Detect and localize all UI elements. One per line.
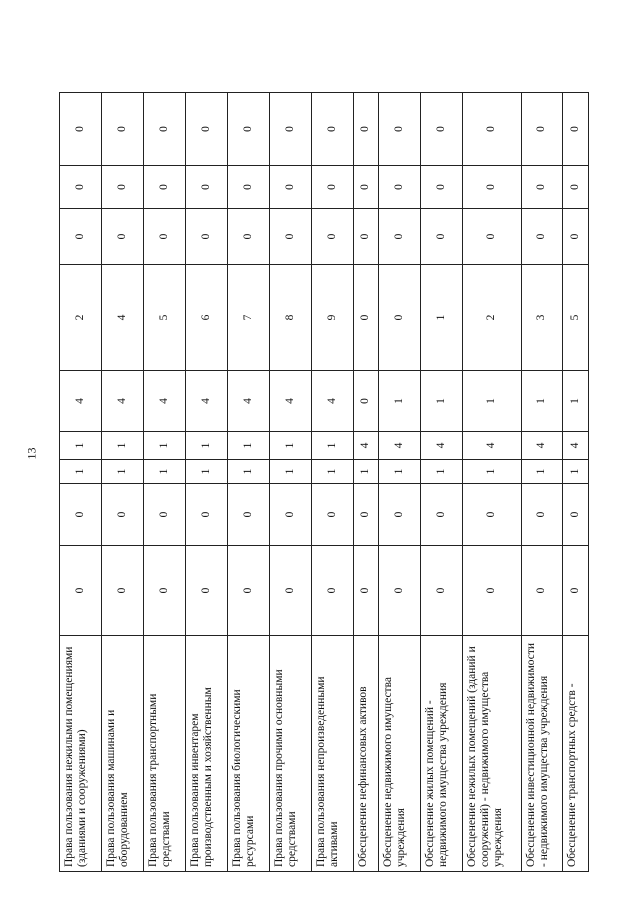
code-cell: 4: [379, 432, 421, 460]
code-cell: 2: [60, 265, 102, 371]
code-cell: 0: [60, 546, 102, 636]
table-row: [563, 93, 589, 872]
code-cell: 1: [521, 371, 563, 432]
code-cell: 0: [269, 209, 311, 265]
code-cell: 1: [421, 371, 463, 432]
code-cell: 1: [143, 432, 185, 460]
code-cell: 0: [101, 546, 143, 636]
code-cell: 0: [227, 546, 269, 636]
row-label: Права пользования биологическими ресурсами: [227, 636, 269, 872]
code-cell: 1: [353, 460, 378, 484]
code-cell: 0: [101, 209, 143, 265]
code-cell: 0: [60, 93, 102, 166]
row-label: Обесценение нежилых помещений (зданий и сооружений) - недвижимого имущества учреждения: [462, 636, 521, 872]
code-cell: 1: [227, 460, 269, 484]
code-cell: 4: [143, 371, 185, 432]
code-cell: 0: [353, 484, 378, 546]
code-cell: 6: [185, 265, 227, 371]
code-cell: 0: [462, 546, 521, 636]
code-cell: 0: [379, 166, 421, 209]
code-cell: 0: [227, 209, 269, 265]
table-row: [185, 93, 227, 872]
code-cell: 0: [101, 484, 143, 546]
code-cell: 1: [60, 432, 102, 460]
code-cell: 1: [60, 460, 102, 484]
code-cell: 0: [269, 484, 311, 546]
code-cell: 0: [353, 546, 378, 636]
row-label: Обесценение нефинансовых активов: [353, 636, 378, 872]
code-cell: 4: [521, 432, 563, 460]
code-cell: 5: [563, 265, 589, 371]
code-cell: 0: [421, 484, 463, 546]
code-cell: 0: [143, 93, 185, 166]
code-cell: 0: [311, 209, 353, 265]
code-cell: 1: [269, 460, 311, 484]
code-cell: 0: [353, 371, 378, 432]
code-cell: 4: [60, 371, 102, 432]
code-cell: 0: [379, 209, 421, 265]
code-cell: 0: [421, 546, 463, 636]
code-cell: 0: [311, 93, 353, 166]
code-cell: 0: [379, 546, 421, 636]
code-cell: 0: [143, 166, 185, 209]
accounts-table-body: [60, 93, 589, 872]
code-cell: 4: [462, 432, 521, 460]
code-cell: 0: [227, 484, 269, 546]
code-cell: 0: [311, 546, 353, 636]
code-cell: 0: [462, 166, 521, 209]
code-cell: 0: [269, 166, 311, 209]
table-row: [421, 93, 463, 872]
code-cell: 1: [227, 432, 269, 460]
table-row: [269, 93, 311, 872]
code-cell: 0: [462, 93, 521, 166]
code-cell: 0: [311, 484, 353, 546]
row-label: Права пользования непроизведенными активами: [311, 636, 353, 872]
code-cell: 1: [462, 371, 521, 432]
code-cell: 1: [311, 432, 353, 460]
code-cell: 0: [101, 93, 143, 166]
row-label: Обесценение транспортных средств -: [563, 636, 589, 872]
code-cell: 1: [462, 460, 521, 484]
code-cell: 0: [353, 209, 378, 265]
code-cell: 5: [143, 265, 185, 371]
code-cell: 4: [421, 432, 463, 460]
table-row: [60, 93, 102, 872]
code-cell: 8: [269, 265, 311, 371]
code-cell: 1: [143, 460, 185, 484]
code-cell: 4: [311, 371, 353, 432]
code-cell: 0: [379, 484, 421, 546]
code-cell: 0: [521, 484, 563, 546]
code-cell: 1: [421, 460, 463, 484]
code-cell: 0: [421, 166, 463, 209]
row-label: Права пользования инвентарем производственным и хозяйственным: [185, 636, 227, 872]
code-cell: 3: [521, 265, 563, 371]
code-cell: 0: [563, 209, 589, 265]
table-row: [353, 93, 378, 872]
accounts-table: [59, 92, 589, 872]
code-cell: 0: [462, 484, 521, 546]
code-cell: 0: [227, 166, 269, 209]
code-cell: 0: [269, 93, 311, 166]
code-cell: 1: [563, 371, 589, 432]
code-cell: 0: [269, 546, 311, 636]
row-label: Обесценение недвижимого имущества учреждения: [379, 636, 421, 872]
code-cell: 4: [101, 265, 143, 371]
code-cell: 0: [521, 166, 563, 209]
code-cell: 0: [60, 166, 102, 209]
code-cell: 0: [353, 265, 378, 371]
table-row: [462, 93, 521, 872]
table-row: [143, 93, 185, 872]
code-cell: 7: [227, 265, 269, 371]
code-cell: 1: [421, 265, 463, 371]
code-cell: 1: [185, 432, 227, 460]
code-cell: 0: [563, 93, 589, 166]
code-cell: 0: [185, 93, 227, 166]
code-cell: 0: [421, 209, 463, 265]
code-cell: 0: [563, 546, 589, 636]
code-cell: 0: [185, 209, 227, 265]
code-cell: 4: [353, 432, 378, 460]
code-cell: 4: [227, 371, 269, 432]
code-cell: 0: [60, 209, 102, 265]
table-row: [521, 93, 563, 872]
code-cell: 1: [379, 460, 421, 484]
code-cell: 2: [462, 265, 521, 371]
page-number: 13: [24, 447, 39, 460]
code-cell: 1: [101, 460, 143, 484]
code-cell: 4: [101, 371, 143, 432]
row-label: Обесценение жилых помещений - недвижимого имущества учреждения: [421, 636, 463, 872]
code-cell: 0: [421, 93, 463, 166]
code-cell: 1: [269, 432, 311, 460]
row-label: Права пользования нежилыми помещениями (зданиями и сооружениями): [60, 636, 102, 872]
code-cell: 0: [379, 265, 421, 371]
row-label: Права пользования прочими основными средствами: [269, 636, 311, 872]
code-cell: 1: [563, 460, 589, 484]
code-cell: 1: [521, 460, 563, 484]
code-cell: 0: [521, 93, 563, 166]
row-label: Права пользования машинами и оборудованием: [101, 636, 143, 872]
code-cell: 0: [185, 166, 227, 209]
code-cell: 0: [521, 209, 563, 265]
code-cell: 1: [101, 432, 143, 460]
row-label: Обесценение инвестиционной недвижимости - недвижимого имущества учреждения: [521, 636, 563, 872]
table-row: [101, 93, 143, 872]
code-cell: 0: [185, 546, 227, 636]
accounts-table-wrapper: [59, 93, 589, 872]
table-row: [379, 93, 421, 872]
code-cell: 0: [143, 546, 185, 636]
code-cell: 1: [379, 371, 421, 432]
code-cell: 9: [311, 265, 353, 371]
code-cell: 0: [563, 166, 589, 209]
code-cell: 0: [143, 209, 185, 265]
table-row: [227, 93, 269, 872]
code-cell: 0: [353, 166, 378, 209]
code-cell: 0: [227, 93, 269, 166]
code-cell: 0: [185, 484, 227, 546]
code-cell: 4: [185, 371, 227, 432]
code-cell: 0: [311, 166, 353, 209]
code-cell: 0: [379, 93, 421, 166]
code-cell: 0: [563, 484, 589, 546]
row-label: Права пользования транспортными средствами: [143, 636, 185, 872]
code-cell: 0: [521, 546, 563, 636]
code-cell: 1: [185, 460, 227, 484]
code-cell: 4: [269, 371, 311, 432]
code-cell: 4: [563, 432, 589, 460]
rotated-page-content: [59, 93, 589, 872]
table-row: [311, 93, 353, 872]
code-cell: 0: [462, 209, 521, 265]
code-cell: 0: [143, 484, 185, 546]
code-cell: 1: [311, 460, 353, 484]
code-cell: 0: [101, 166, 143, 209]
code-cell: 0: [353, 93, 378, 166]
code-cell: 0: [60, 484, 102, 546]
